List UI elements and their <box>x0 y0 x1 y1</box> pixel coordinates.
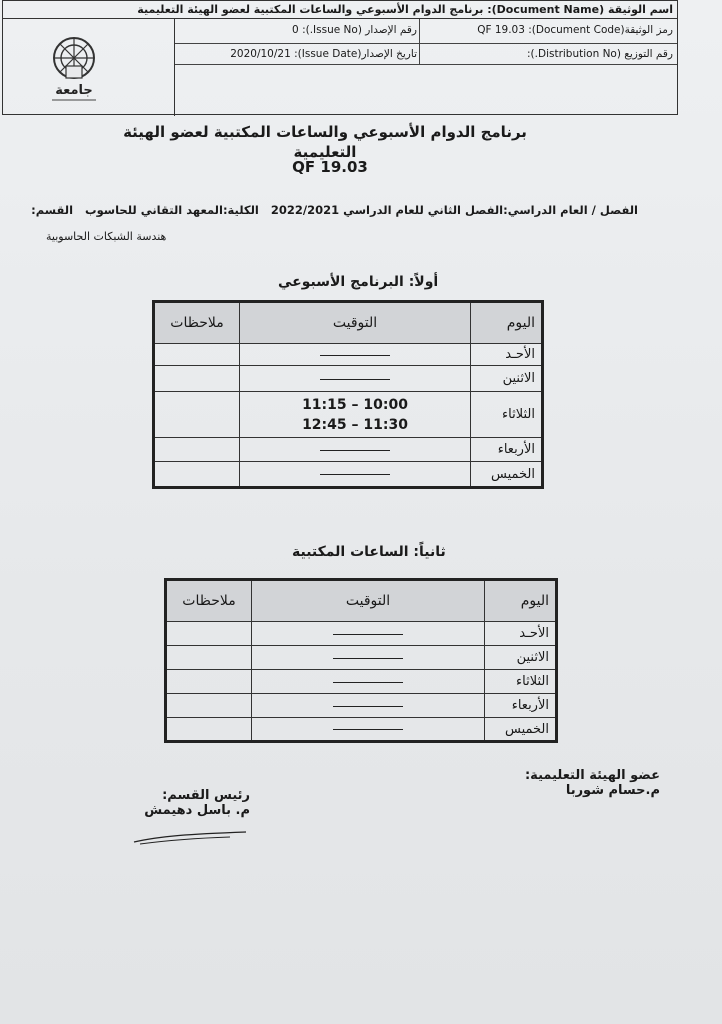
notes-cell <box>166 646 252 670</box>
department-head-signature <box>140 788 250 818</box>
code-cell: رمز الوثيقة(Document Code): QF 19.03 <box>419 19 677 43</box>
office-hours-table <box>164 578 558 743</box>
notes-header: ملاحظات <box>166 580 252 622</box>
day-cell: الأحـد <box>485 622 557 646</box>
time-cell <box>252 670 485 694</box>
notes-cell <box>166 670 252 694</box>
day-cell: الخميس <box>485 718 557 742</box>
day-cell: الثلاثاء <box>471 392 543 438</box>
document-name-row <box>3 1 677 19</box>
table-row <box>166 622 557 646</box>
notes-cell <box>154 366 240 392</box>
day-cell: الثلاثاء <box>485 670 557 694</box>
document-name-value: برنامج الدوام الأسبوعي والساعات المكتبية لعضو الهيئة التعليمية <box>137 3 484 16</box>
page-title: برنامج الدوام الأسبوعي والساعات المكتبية لعضو الهيئة التعليمية <box>123 123 527 161</box>
day-cell: الأربعاء <box>485 694 557 718</box>
notes-cell <box>154 392 240 438</box>
department-head-name: م. باسل دهيمش <box>144 803 250 818</box>
time-header: التوقيت <box>240 302 471 344</box>
notes-cell <box>154 438 240 462</box>
time-cell <box>252 718 485 742</box>
table-row <box>154 344 543 366</box>
time-cell <box>240 462 471 488</box>
college-label: الكلية: <box>222 203 259 217</box>
form-code: QF 19.03 <box>292 158 368 176</box>
notes-header: ملاحظات <box>154 302 240 344</box>
table-row <box>166 718 557 742</box>
weekly-section-title: أولاً: البرنامج الأسبوعي <box>278 274 439 290</box>
college-value: المعهد التقاني للحاسوب <box>85 203 223 217</box>
day-cell: الاثنين <box>471 366 543 392</box>
time-header: التوقيت <box>252 580 485 622</box>
notes-cell <box>166 622 252 646</box>
day-header: اليوم <box>485 580 557 622</box>
time-cell <box>240 438 471 462</box>
day-cell: الاثنين <box>485 646 557 670</box>
faculty-member-name: م.حسام شوربا <box>565 783 660 798</box>
day-cell: الخميس <box>471 462 543 488</box>
semester-college-line <box>31 203 638 217</box>
faculty-member-signature <box>520 768 660 798</box>
notes-cell <box>166 718 252 742</box>
department-value: هندسة الشبكات الحاسوبية <box>46 230 167 243</box>
time-cell <box>252 646 485 670</box>
time-cell <box>240 366 471 392</box>
table-row <box>166 670 557 694</box>
weekly-header-row <box>154 302 543 344</box>
time-cell <box>240 392 471 438</box>
issue-no-cell: رقم الإصدار (Issue No.): 0 <box>292 24 417 36</box>
department-head-label: رئيس القسم: <box>162 788 250 803</box>
time-cell <box>252 694 485 718</box>
table-row <box>166 694 557 718</box>
weekly-table <box>152 300 544 489</box>
table-row <box>154 366 543 392</box>
day-cell: الأحـد <box>471 344 543 366</box>
department-label: القسم: <box>31 203 74 217</box>
day-cell: الأربعاء <box>471 438 543 462</box>
semester-label: الفصل / العام الدراسي: <box>503 203 638 217</box>
notes-cell <box>154 344 240 366</box>
time-slot: 11:15 – 10:00 <box>302 396 408 413</box>
time-slot: 12:45 – 11:30 <box>302 416 408 433</box>
office-header-row <box>166 580 557 622</box>
document-name-label: اسم الوثيقة (Document Name): <box>487 3 673 16</box>
handwritten-signature <box>130 826 250 846</box>
header-grid <box>175 19 677 116</box>
day-header: اليوم <box>471 302 543 344</box>
table-row <box>154 462 543 488</box>
notes-cell <box>154 462 240 488</box>
table-row <box>166 646 557 670</box>
table-row <box>154 392 543 438</box>
time-cell <box>240 344 471 366</box>
university-logo <box>44 32 104 104</box>
issue-date-cell: تاريخ الإصدار(Issue Date): 2020/10/21 <box>230 48 417 60</box>
distribution-cell: رقم التوزيع (Distribution No.): <box>419 43 677 64</box>
semester-value: الفصل الثاني للعام الدراسي 2022/2021 <box>270 203 504 217</box>
notes-cell <box>166 694 252 718</box>
svg-text:جامعة: جامعة <box>55 83 93 98</box>
office-section-title: ثانياً: الساعات المكتبية <box>292 544 446 560</box>
table-row <box>154 438 543 462</box>
time-cell <box>252 622 485 646</box>
faculty-member-label: عضو الهيئة التعليمية: <box>524 768 660 783</box>
